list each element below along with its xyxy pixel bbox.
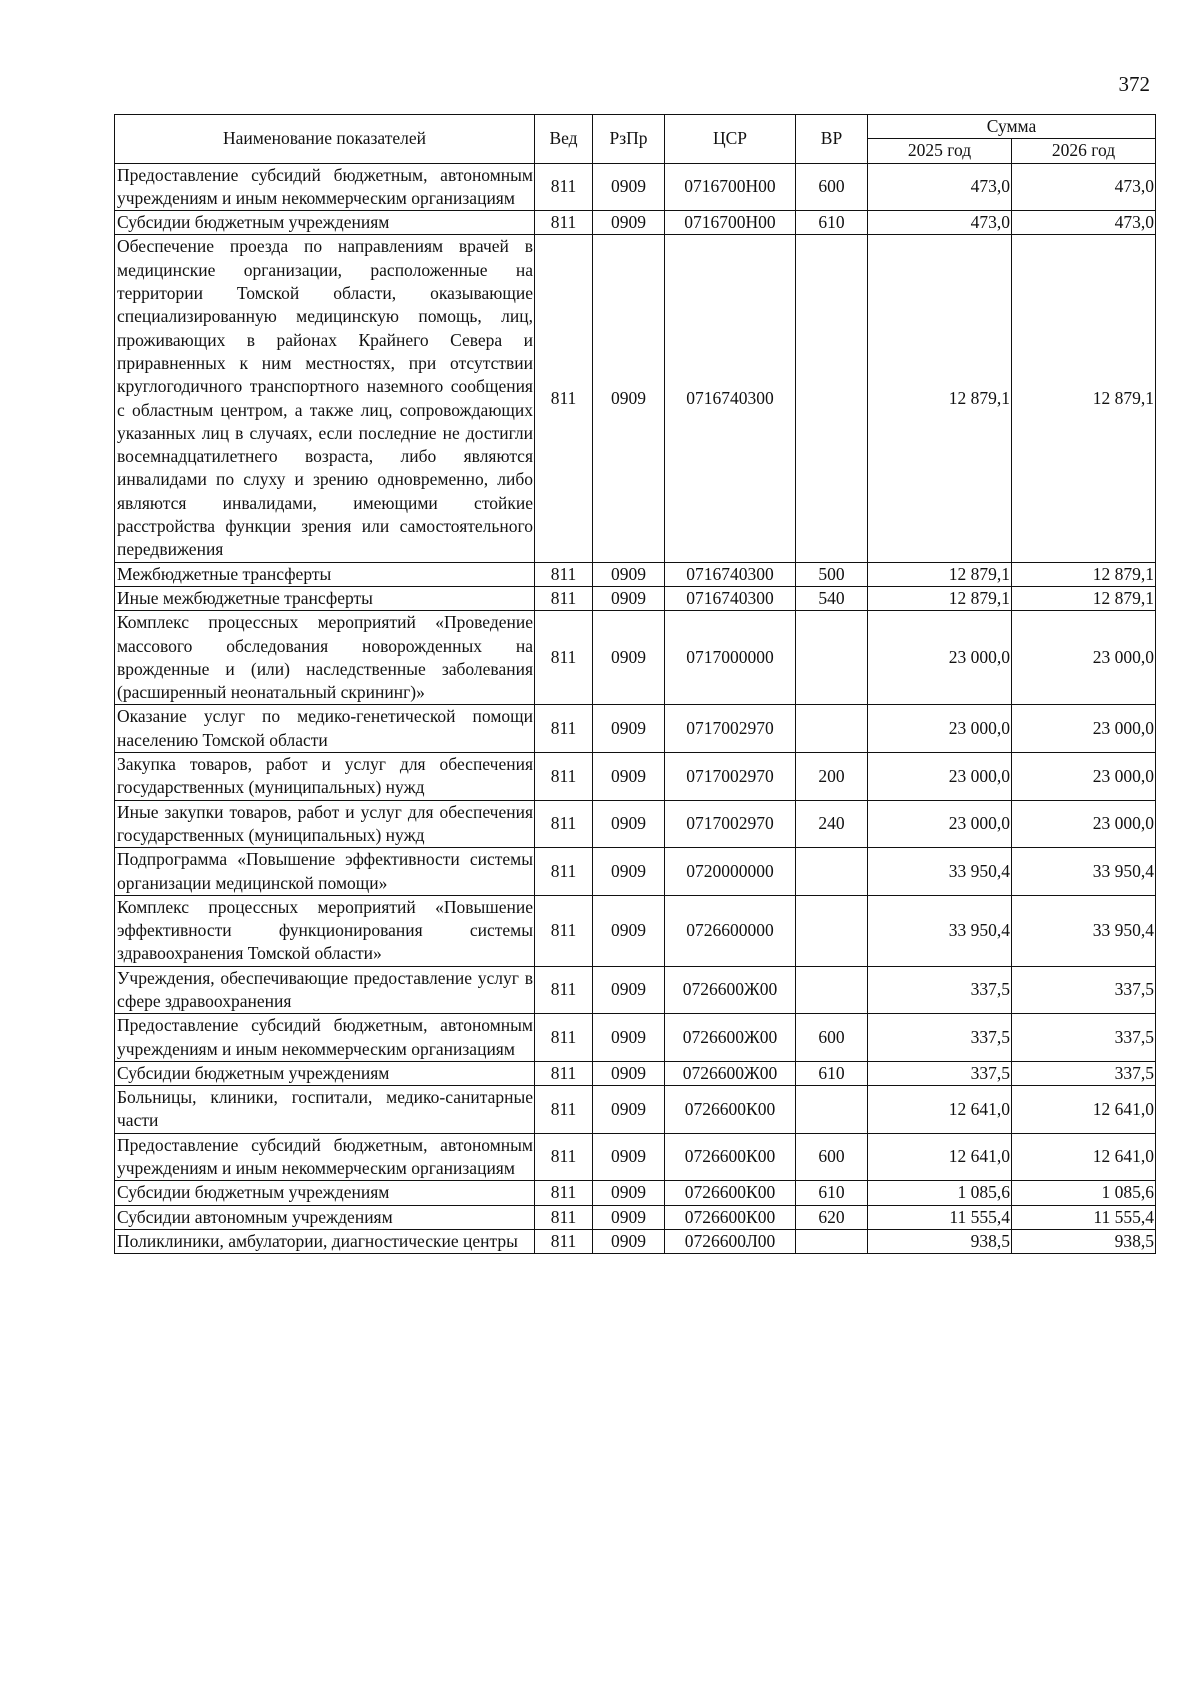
cell-vr: 240 bbox=[796, 800, 868, 848]
cell-vr bbox=[796, 235, 868, 562]
cell-ved: 811 bbox=[535, 1181, 593, 1205]
cell-name: Иные межбюджетные трансферты bbox=[115, 586, 535, 610]
cell-name: Комплекс процессных мероприятий «Проведение массового обследования новорожденных на врожденные и (или) наследственные заболевания (расширенный неонатальный скрининг)» bbox=[115, 611, 535, 705]
table-row bbox=[115, 848, 1156, 896]
cell-sum-2025: 23 000,0 bbox=[868, 800, 1012, 848]
cell-vr: 600 bbox=[796, 1133, 868, 1181]
cell-rzpr: 0909 bbox=[593, 562, 665, 586]
cell-sum-2026: 337,5 bbox=[1012, 1014, 1156, 1062]
cell-name: Иные закупки товаров, работ и услуг для обеспечения государственных (муниципальных) нужд bbox=[115, 800, 535, 848]
cell-name: Закупка товаров, работ и услуг для обеспечения государственных (муниципальных) нужд bbox=[115, 753, 535, 801]
cell-sum-2026: 12 879,1 bbox=[1012, 562, 1156, 586]
cell-ved: 811 bbox=[535, 235, 593, 562]
table-row bbox=[115, 895, 1156, 966]
cell-rzpr: 0909 bbox=[593, 235, 665, 562]
table-row bbox=[115, 1061, 1156, 1085]
cell-name: Подпрограмма «Повышение эффективности системы организации медицинской помощи» bbox=[115, 848, 535, 896]
cell-ved: 811 bbox=[535, 586, 593, 610]
table-row bbox=[115, 163, 1156, 211]
table-row bbox=[115, 586, 1156, 610]
cell-sum-2025: 23 000,0 bbox=[868, 753, 1012, 801]
table-body bbox=[115, 163, 1156, 1254]
cell-sum-2025: 337,5 bbox=[868, 1014, 1012, 1062]
cell-ved: 811 bbox=[535, 562, 593, 586]
cell-csr: 0717002970 bbox=[665, 753, 796, 801]
cell-sum-2025: 12 879,1 bbox=[868, 235, 1012, 562]
header-csr: ЦСР bbox=[665, 115, 796, 164]
cell-vr bbox=[796, 705, 868, 753]
cell-sum-2025: 938,5 bbox=[868, 1229, 1012, 1253]
table-row bbox=[115, 753, 1156, 801]
cell-name: Субсидии бюджетным учреждениям bbox=[115, 1181, 535, 1205]
table-row bbox=[115, 1181, 1156, 1205]
cell-sum-2025: 33 950,4 bbox=[868, 848, 1012, 896]
page-number: 372 bbox=[1118, 72, 1150, 96]
cell-rzpr: 0909 bbox=[593, 1229, 665, 1253]
cell-rzpr: 0909 bbox=[593, 163, 665, 211]
cell-rzpr: 0909 bbox=[593, 1205, 665, 1229]
cell-csr: 0726600000 bbox=[665, 895, 796, 966]
table-row bbox=[115, 1229, 1156, 1253]
cell-ved: 811 bbox=[535, 800, 593, 848]
cell-sum-2026: 12 641,0 bbox=[1012, 1086, 1156, 1134]
cell-sum-2026: 938,5 bbox=[1012, 1229, 1156, 1253]
cell-vr bbox=[796, 1229, 868, 1253]
cell-ved: 811 bbox=[535, 1014, 593, 1062]
cell-sum-2025: 12 641,0 bbox=[868, 1086, 1012, 1134]
cell-rzpr: 0909 bbox=[593, 1014, 665, 1062]
cell-vr bbox=[796, 895, 868, 966]
cell-ved: 811 bbox=[535, 211, 593, 235]
header-year-2026: 2026 год bbox=[1012, 139, 1156, 163]
cell-csr: 0716740300 bbox=[665, 235, 796, 562]
cell-ved: 811 bbox=[535, 1229, 593, 1253]
header-vr: ВР bbox=[796, 115, 868, 164]
cell-sum-2026: 12 879,1 bbox=[1012, 586, 1156, 610]
cell-sum-2026: 23 000,0 bbox=[1012, 705, 1156, 753]
cell-rzpr: 0909 bbox=[593, 586, 665, 610]
cell-csr: 0726600К00 bbox=[665, 1133, 796, 1181]
cell-ved: 811 bbox=[535, 753, 593, 801]
cell-csr: 0726600Ж00 bbox=[665, 1061, 796, 1085]
cell-name: Учреждения, обеспечивающие предоставление услуг в сфере здравоохранения bbox=[115, 966, 535, 1014]
cell-sum-2026: 12 879,1 bbox=[1012, 235, 1156, 562]
cell-sum-2026: 337,5 bbox=[1012, 966, 1156, 1014]
table-row bbox=[115, 1133, 1156, 1181]
cell-csr: 0716700Н00 bbox=[665, 163, 796, 211]
cell-vr bbox=[796, 1086, 868, 1134]
cell-rzpr: 0909 bbox=[593, 211, 665, 235]
cell-sum-2025: 33 950,4 bbox=[868, 895, 1012, 966]
table-row bbox=[115, 800, 1156, 848]
cell-rzpr: 0909 bbox=[593, 1086, 665, 1134]
cell-csr: 0717000000 bbox=[665, 611, 796, 705]
table-row bbox=[115, 705, 1156, 753]
cell-sum-2025: 337,5 bbox=[868, 966, 1012, 1014]
cell-sum-2025: 23 000,0 bbox=[868, 611, 1012, 705]
cell-sum-2025: 12 879,1 bbox=[868, 586, 1012, 610]
cell-name: Оказание услуг по медико-генетической помощи населению Томской области bbox=[115, 705, 535, 753]
cell-vr: 610 bbox=[796, 1061, 868, 1085]
cell-name: Субсидии бюджетным учреждениям bbox=[115, 1061, 535, 1085]
table-row bbox=[115, 211, 1156, 235]
cell-rzpr: 0909 bbox=[593, 753, 665, 801]
cell-vr: 540 bbox=[796, 586, 868, 610]
cell-name: Комплекс процессных мероприятий «Повышение эффективности функционирования системы здравоохранения Томской области» bbox=[115, 895, 535, 966]
cell-ved: 811 bbox=[535, 705, 593, 753]
cell-rzpr: 0909 bbox=[593, 800, 665, 848]
cell-name: Обеспечение проезда по направлениям врачей в медицинские организации, расположенные на территории Томской области, оказывающие специализированную медицинскую помощь, лиц, проживающих в районах Крайнего Севера и приравненных к ним местностях, при отсутствии круглогодичного транспортного наземного сообщения с областным центром, а также лиц, сопровождающих указанных лиц в случаях, если последние не достигли восемнадцатилетнего возраста, либо являются инвалидами по слуху и зрению одновременно, либо являются инвалидами, имеющими стойкие расстройства функции зрения или самостоятельного передвижения bbox=[115, 235, 535, 562]
cell-csr: 0717002970 bbox=[665, 800, 796, 848]
cell-csr: 0726600Ж00 bbox=[665, 1014, 796, 1062]
cell-name: Больницы, клиники, госпитали, медико-санитарные части bbox=[115, 1086, 535, 1134]
cell-csr: 0716700Н00 bbox=[665, 211, 796, 235]
cell-ved: 811 bbox=[535, 966, 593, 1014]
cell-name: Субсидии автономным учреждениям bbox=[115, 1205, 535, 1229]
cell-sum-2026: 473,0 bbox=[1012, 211, 1156, 235]
cell-sum-2025: 473,0 bbox=[868, 211, 1012, 235]
header-year-2025: 2025 год bbox=[868, 139, 1012, 163]
cell-csr: 0716740300 bbox=[665, 562, 796, 586]
cell-csr: 0726600К00 bbox=[665, 1086, 796, 1134]
cell-vr bbox=[796, 966, 868, 1014]
cell-rzpr: 0909 bbox=[593, 895, 665, 966]
cell-ved: 811 bbox=[535, 1205, 593, 1229]
cell-sum-2025: 1 085,6 bbox=[868, 1181, 1012, 1205]
cell-rzpr: 0909 bbox=[593, 1133, 665, 1181]
cell-sum-2025: 11 555,4 bbox=[868, 1205, 1012, 1229]
cell-csr: 0726600Л00 bbox=[665, 1229, 796, 1253]
cell-csr: 0726600Ж00 bbox=[665, 966, 796, 1014]
cell-sum-2026: 11 555,4 bbox=[1012, 1205, 1156, 1229]
table-row bbox=[115, 966, 1156, 1014]
cell-vr bbox=[796, 848, 868, 896]
cell-sum-2026: 337,5 bbox=[1012, 1061, 1156, 1085]
table-row bbox=[115, 611, 1156, 705]
cell-name: Предоставление субсидий бюджетным, автономным учреждениям и иным некоммерческим организациям bbox=[115, 1014, 535, 1062]
cell-sum-2026: 23 000,0 bbox=[1012, 753, 1156, 801]
cell-sum-2026: 473,0 bbox=[1012, 163, 1156, 211]
cell-name: Предоставление субсидий бюджетным, автономным учреждениям и иным некоммерческим организациям bbox=[115, 1133, 535, 1181]
cell-ved: 811 bbox=[535, 1086, 593, 1134]
cell-sum-2026: 23 000,0 bbox=[1012, 800, 1156, 848]
cell-ved: 811 bbox=[535, 611, 593, 705]
table-row bbox=[115, 1086, 1156, 1134]
cell-rzpr: 0909 bbox=[593, 1181, 665, 1205]
cell-vr bbox=[796, 611, 868, 705]
cell-name: Поликлиники, амбулатории, диагностические центры bbox=[115, 1229, 535, 1253]
cell-sum-2026: 33 950,4 bbox=[1012, 848, 1156, 896]
cell-rzpr: 0909 bbox=[593, 705, 665, 753]
cell-rzpr: 0909 bbox=[593, 848, 665, 896]
cell-sum-2025: 473,0 bbox=[868, 163, 1012, 211]
cell-ved: 811 bbox=[535, 163, 593, 211]
cell-sum-2025: 23 000,0 bbox=[868, 705, 1012, 753]
cell-rzpr: 0909 bbox=[593, 1061, 665, 1085]
cell-csr: 0726600К00 bbox=[665, 1181, 796, 1205]
cell-ved: 811 bbox=[535, 1061, 593, 1085]
table-row bbox=[115, 1014, 1156, 1062]
cell-ved: 811 bbox=[535, 895, 593, 966]
cell-vr: 600 bbox=[796, 163, 868, 211]
table-row bbox=[115, 1205, 1156, 1229]
cell-sum-2026: 23 000,0 bbox=[1012, 611, 1156, 705]
cell-vr: 620 bbox=[796, 1205, 868, 1229]
table-row bbox=[115, 562, 1156, 586]
cell-name: Межбюджетные трансферты bbox=[115, 562, 535, 586]
cell-sum-2026: 1 085,6 bbox=[1012, 1181, 1156, 1205]
header-ved: Вед bbox=[535, 115, 593, 164]
cell-sum-2026: 33 950,4 bbox=[1012, 895, 1156, 966]
cell-sum-2025: 12 641,0 bbox=[868, 1133, 1012, 1181]
cell-vr: 500 bbox=[796, 562, 868, 586]
cell-ved: 811 bbox=[535, 1133, 593, 1181]
cell-csr: 0720000000 bbox=[665, 848, 796, 896]
cell-sum-2025: 337,5 bbox=[868, 1061, 1012, 1085]
cell-rzpr: 0909 bbox=[593, 611, 665, 705]
cell-csr: 0716740300 bbox=[665, 586, 796, 610]
cell-vr: 610 bbox=[796, 1181, 868, 1205]
header-sum: Сумма bbox=[868, 115, 1156, 139]
cell-sum-2026: 12 641,0 bbox=[1012, 1133, 1156, 1181]
header-rzpr: РзПр bbox=[593, 115, 665, 164]
table-header bbox=[115, 115, 1156, 164]
cell-vr: 200 bbox=[796, 753, 868, 801]
cell-csr: 0717002970 bbox=[665, 705, 796, 753]
budget-table bbox=[114, 114, 1156, 1254]
cell-vr: 610 bbox=[796, 211, 868, 235]
cell-csr: 0726600К00 bbox=[665, 1205, 796, 1229]
table-row bbox=[115, 235, 1156, 562]
cell-ved: 811 bbox=[535, 848, 593, 896]
cell-vr: 600 bbox=[796, 1014, 868, 1062]
header-name: Наименование показателей bbox=[115, 115, 535, 164]
cell-name: Субсидии бюджетным учреждениям bbox=[115, 211, 535, 235]
cell-rzpr: 0909 bbox=[593, 966, 665, 1014]
cell-sum-2025: 12 879,1 bbox=[868, 562, 1012, 586]
cell-name: Предоставление субсидий бюджетным, автономным учреждениям и иным некоммерческим организациям bbox=[115, 163, 535, 211]
